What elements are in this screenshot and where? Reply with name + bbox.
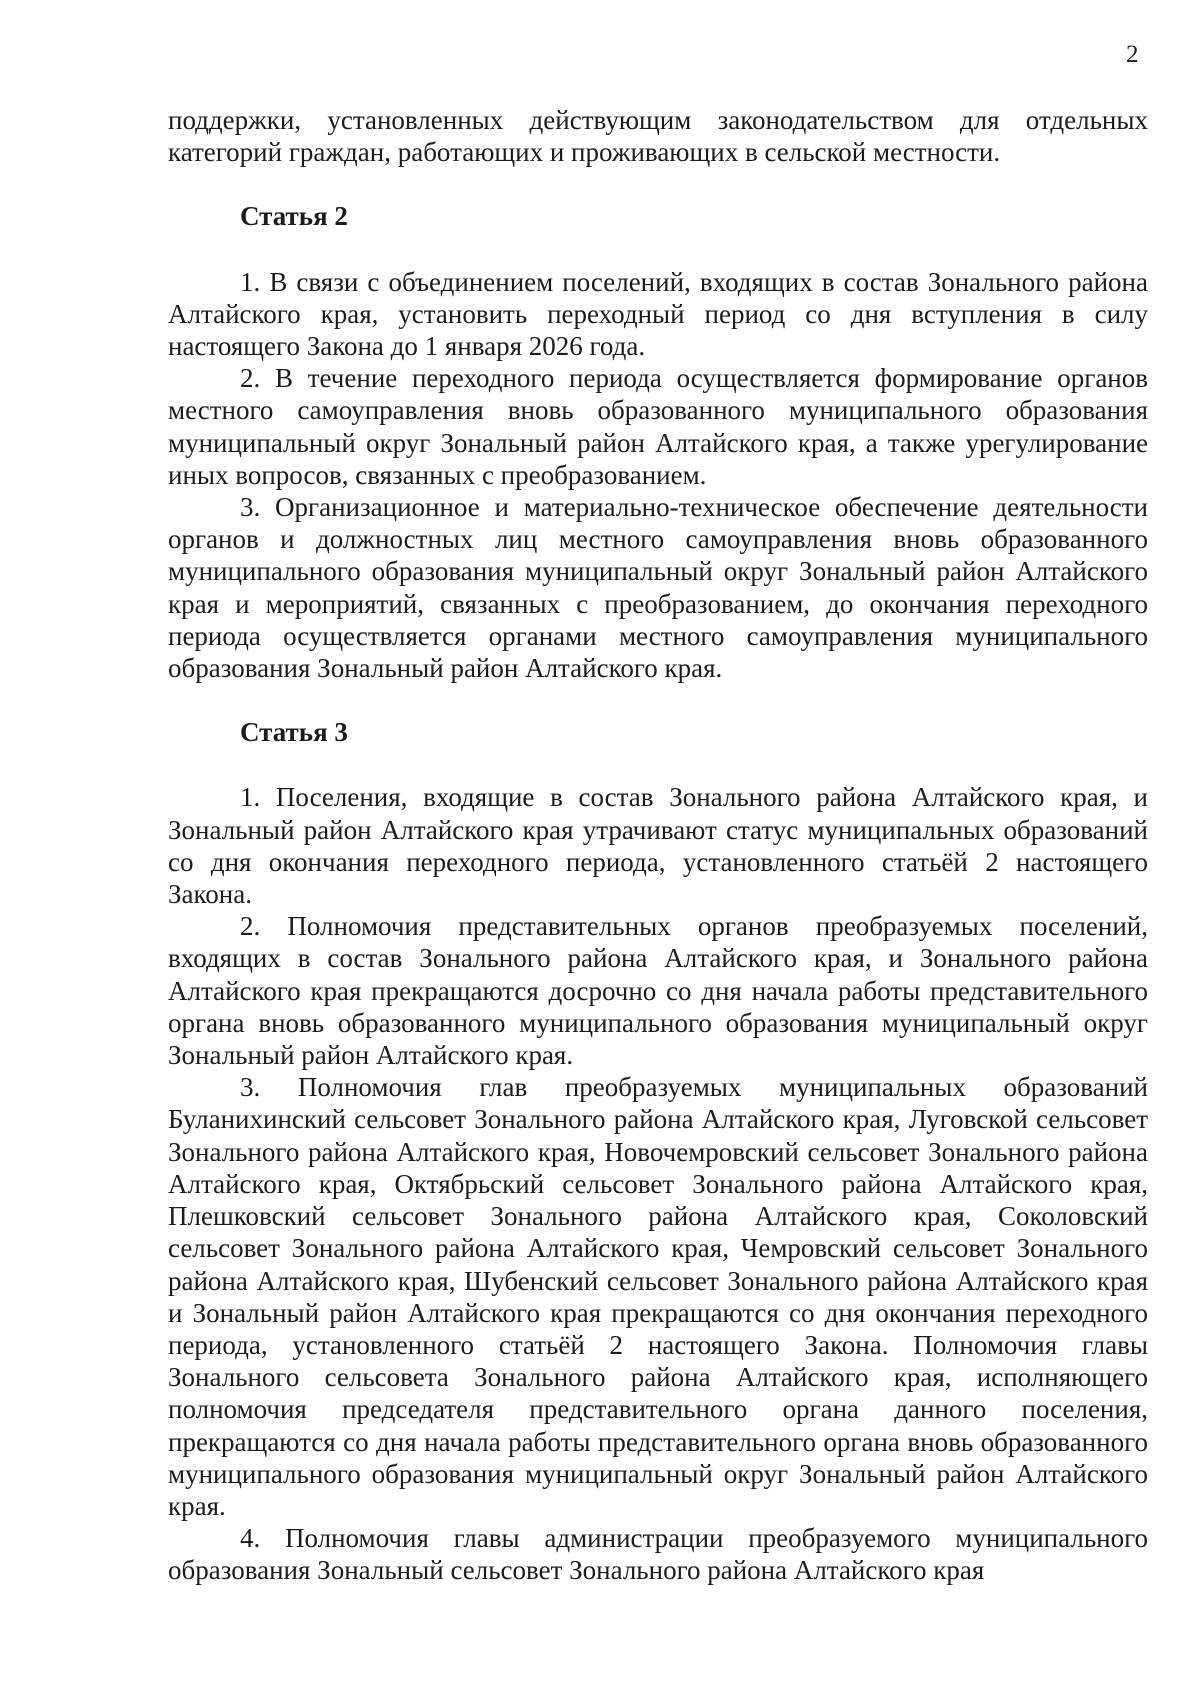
article-3-paragraph-2: 2. Полномочия представительных органов преобразуемых поселений, входящих в состав Зонального района Алтайского края, и Зонального района Алтайского края прекращаются досрочно со дня начала работы представительного органа вновь образованного муниципального образования муниципальный округ Зональный район Алтайского края. — [168, 911, 1148, 1071]
article-3-paragraph-1: 1. Поселения, входящие в состав Зонального района Алтайского края, и Зональный район Алтайского края утрачивают статус муниципальных образований со дня окончания переходного периода, установленного статьёй 2 настоящего Закона. — [168, 782, 1148, 910]
article-3-heading: Статья 3 — [240, 717, 348, 748]
document-body — [168, 104, 1148, 1587]
article-2-paragraph-1: 1. В связи с объединением поселений, входящих в состав Зонального района Алтайского края, установить переходный период со дня вступления в силу настоящего Закона до 1 января 2026 года. — [168, 266, 1148, 362]
page-number: 2 — [1126, 41, 1139, 68]
article-3-paragraph-4: 4. Полномочия главы администрации преобразуемого муниципального образования Зональный сельсовет Зонального района Алтайского края — [168, 1523, 1148, 1586]
intro-paragraph: поддержки, установленных действующим законодательством для отдельных категорий граждан, работающих и проживающих в сельской местности. — [168, 105, 1148, 168]
article-3-paragraph-3: 3. Полномочия глав преобразуемых муниципальных образований Буланихинский сельсовет Зонального района Алтайского края, Луговской сельсовет Зонального района Алтайского края, Новочемровский сельсовет Зонального района Алтайского края, Октябрьский сельсовет Зонального района Алтайского края, Плешковский сельсовет Зонального района Алтайского края, Соколовский сельсовет Зонального района Алтайского края, Чемровский сельсовет Зонального района Алтайского края, Шубенский сельсовет Зонального района Алтайского края и Зональный район Алтайского края прекращаются со дня окончания переходного периода, установленного статьёй 2 настоящего Закона. Полномочия главы Зонального сельсовета Зонального района Алтайского края, исполняющего полномочия председателя представительного органа данного поселения, прекращаются со дня начала работы представительного органа вновь образованного муниципального образования муниципальный округ Зональный район Алтайского края. — [168, 1072, 1148, 1521]
article-2-paragraph-3: 3. Организационное и материально-техническое обеспечение деятельности органов и должностных лиц местного самоуправления вновь образованного муниципального образования муниципальный округ Зональный район Алтайского края и мероприятий, связанных с преобразованием, до окончания переходного периода осуществляется органами местного самоуправления муниципального образования Зональный район Алтайского края. — [168, 492, 1148, 684]
article-2-paragraph-2: 2. В течение переходного периода осуществляется формирование органов местного самоуправления вновь образованного муниципального образования муниципальный округ Зональный район Алтайского края, а также урегулирование иных вопросов, связанных с преобразованием. — [168, 363, 1148, 490]
article-2-heading: Статья 2 — [240, 201, 348, 232]
